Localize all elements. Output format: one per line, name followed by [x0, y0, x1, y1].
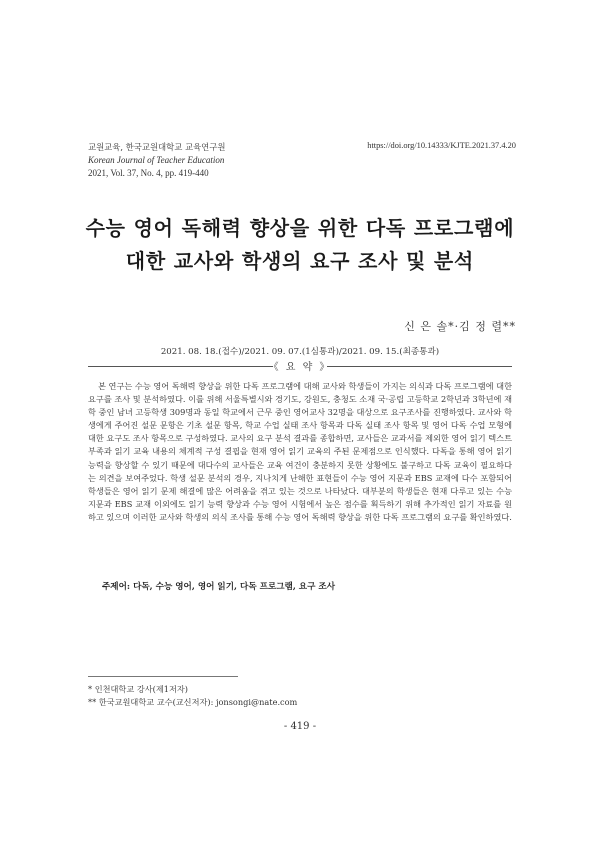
- paper-title-line-1: 수능 영어 독해력 향상을 위한 다독 프로그램에: [85, 216, 515, 240]
- footnote-corresponding-author: ** 한국교원대학교 교수(교신저자): jonsongi@nate.com: [88, 697, 298, 707]
- abstract-rule-right: [327, 366, 512, 367]
- doi-link[interactable]: https://doi.org/10.14333/KJTE.2021.37.4.20: [367, 141, 516, 150]
- abstract-heading: 《 요 약 》: [268, 362, 332, 373]
- journal-name-kr: 교원교육, 한국교원대학교 교육연구원: [88, 142, 226, 152]
- paper-title-line-2: 대한 교사와 학생의 요구 조사 및 분석: [125, 249, 475, 273]
- page-number: - 419 -: [283, 721, 317, 732]
- submission-dates: 2021. 08. 18.(접수)/2021. 09. 07.(1심통과)/2021. 09. 15.(최종통과): [160, 347, 440, 357]
- journal-volume: 2021, Vol. 37, No. 4, pp. 419-440: [88, 168, 209, 178]
- keywords: 주제어: 다독, 수능 영어, 영어 읽기, 다독 프로그램, 요구 조사: [102, 582, 336, 592]
- authors: 신 은 솔*·김 정 렬**: [404, 320, 516, 333]
- footnote-rule: [88, 676, 238, 677]
- journal-name-en: Korean Journal of Teacher Education: [88, 155, 225, 165]
- footnote-first-author: * 인천대학교 강사(제1저자): [88, 684, 188, 694]
- abstract-body: 본 연구는 수능 영어 독해력 향상을 위한 다독 프로그램에 대해 교사와 학생들이 가지는 의식과 다독 프로그램에 대한 요구를 조사 및 분석하였다. 이를 위해 서울특별시와 경기도, 강원도, 충청도 소재 국·공립 고등학교 2학년과 3학년에 재학 중인 남녀 고등학생 309명과 동일 학교에서 근무 중인 영어교사 32명을 대상으로 요구조사를 진행하였다. 교사와 학생에게 주어진 설문 문항은 기초 설문 항목, 학교 수업 실태 조사 항목과 다독 실태 조사 항목 및 영어 다독 수업 모형에 대한 요구도 조사 항목으로 구성하였다. 교사의 요구 분석 결과를 종합하면, 교사들은 교과서를 제외한 영어 읽기 텍스트 부족과 읽기 교육 내용의 체계적 구성 결핍을 현재 영어 읽기 교육의 주된 문제점으로 인식했다. 다독을 통해 영어 읽기 능력을 향상할 수 있기 때문에 대다수의 교사들은 교육 여건이 충분하지 못한 상황에도 불구하고 다독 교육이 필요하다는 의견을 보여주었다. 학생 설문 분석의 경우, 지나치게 난해한 표현들이 수능 영어 지문과 EBS 교재에 다수 포함되어 학생들은 영어 읽기 문제 해결에 많은 어려움을 겪고 있는 것으로 나타났다. 대부분의 학생들은 현재 다루고 있는 수능 지문과 EBS 교재 이외에도 읽기 능력 향상과 수능 영어 시험에서 높은 점수를 획득하기 위해 추가적인 읽기 자료를 원하고 있으며 이러한 교사와 학생의 의식 조사를 통해 수능 영어 독해력 향상을 위한 다독 프로그램의 요구를 확인하였다.: [88, 381, 512, 522]
